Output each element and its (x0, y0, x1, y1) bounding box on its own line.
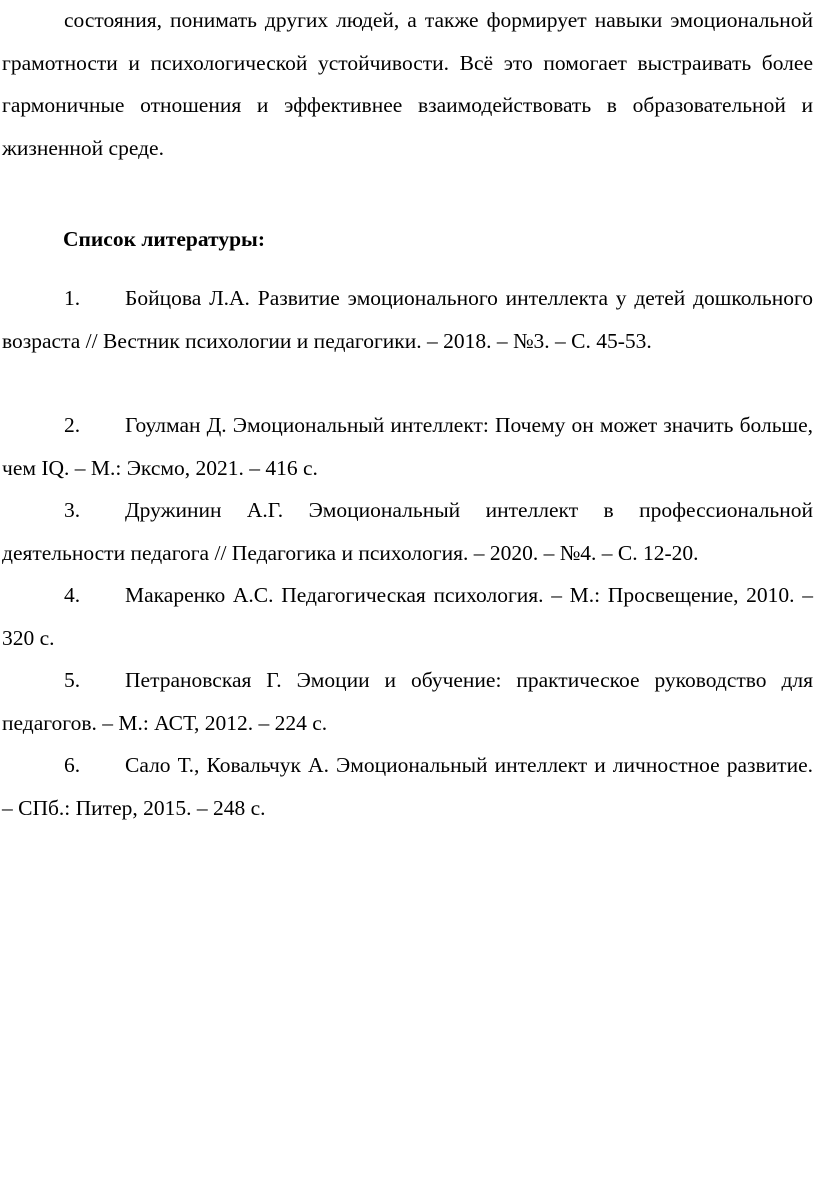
reference-text: Сало Т., Ковальчук А. Эмоциональный интеллект и личностное развитие. – СПб.: Питер, 2015. – 248 с. (2, 753, 813, 820)
reference-number: 5. (64, 668, 81, 692)
reference-text: Дружинин А.Г. Эмоциональный интеллект в профессиональной деятельности педагога // Педагогика и психология. – 2020. – №4. – С. 12-20. (2, 498, 813, 565)
reference-text: Бойцова Л.А. Развитие эмоционального интеллекта у детей дошкольного возраста // Вестник психологии и педагогики. – 2018. – №3. – С. 45-53. (2, 286, 813, 353)
reference-item (2, 489, 813, 574)
reference-text: Макаренко А.С. Педагогическая психология. – М.: Просвещение, 2010. – 320 с. (2, 583, 813, 650)
reference-item (2, 744, 813, 829)
reference-number: 2. (64, 413, 81, 437)
reference-item (2, 659, 813, 744)
reference-number: 6. (64, 753, 81, 777)
reference-number: 4. (64, 583, 81, 607)
reference-text: Петрановская Г. Эмоции и обучение: практическое руководство для педагогов. – М.: АСТ, 2012. – 224 с. (2, 668, 813, 735)
reference-item (2, 574, 813, 659)
reference-number: 3. (64, 498, 81, 522)
reference-item (2, 404, 813, 489)
reference-number: 1. (64, 286, 81, 310)
reference-text: Гоулман Д. Эмоциональный интеллект: Почему он может значить больше, чем IQ. – М.: Эксмо, 2021. – 416 с. (2, 413, 813, 480)
reference-item (2, 277, 813, 362)
intro-paragraph: состояния, понимать других людей, а также формирует навыки эмоциональной грамотности и психологической устойчивости. Всё это помогает выстраивать более гармоничные отношения и эффективнее взаимодействовать в образовательной и жизненной среде. (2, 8, 813, 160)
references-heading: Список литературы: (63, 227, 265, 251)
